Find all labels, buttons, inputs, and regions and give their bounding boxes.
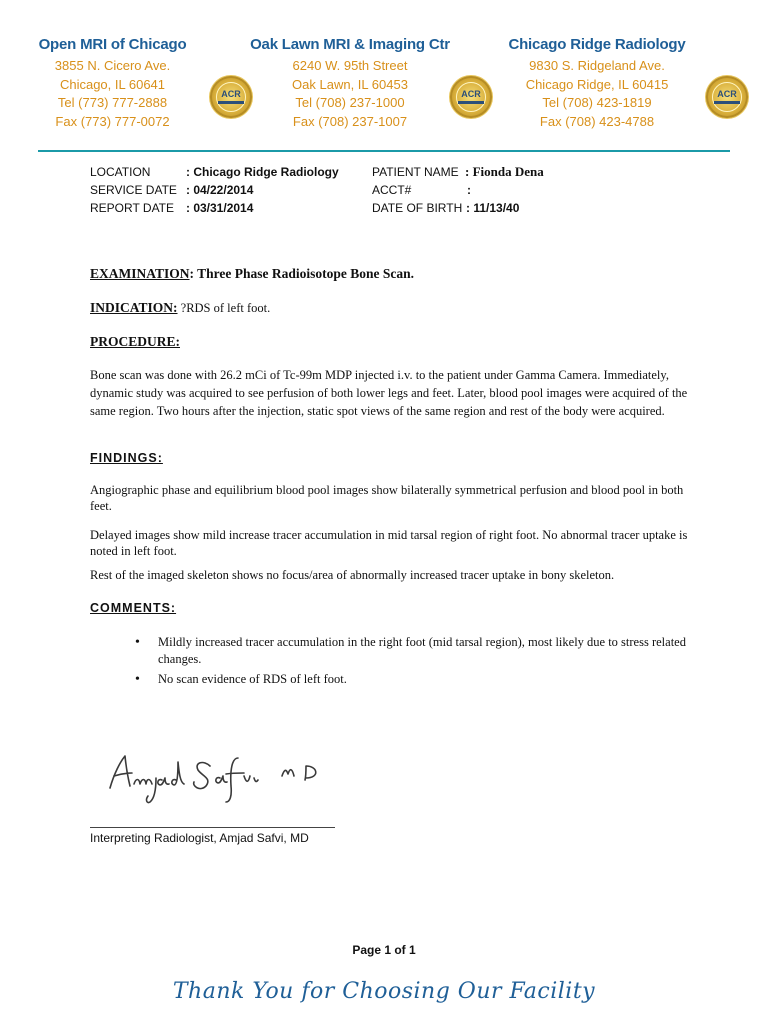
facility-name: Oak Lawn MRI & Imaging Ctr	[250, 36, 450, 53]
findings-paragraph: Angiographic phase and equilibrium blood pool images show bilaterally symmetrical perfusion and blood pool in both feet.	[90, 483, 684, 513]
service-date-label: SERVICE DATE	[90, 183, 177, 197]
letterhead	[0, 36, 768, 146]
procedure-heading: PROCEDURE:	[90, 334, 180, 349]
signature-line	[90, 827, 335, 828]
comments-heading: COMMENTS:	[90, 601, 177, 615]
examination-label: EXAMINATION	[90, 266, 190, 281]
seal-text: ACR	[461, 89, 481, 99]
findings-heading: FINDINGS:	[90, 451, 163, 465]
list-item: • Mildly increased tracer accumulation in the right foot (mid tarsal region), most likely due to stress related changes.	[158, 634, 690, 668]
indication	[90, 300, 270, 316]
report-date-value: : 03/31/2014	[186, 201, 254, 215]
location-value: : Chicago Ridge Radiology	[186, 165, 339, 179]
acct-label: ACCT#	[372, 183, 412, 197]
facility-tel: Tel (708) 423-1819	[542, 95, 652, 110]
letterhead-divider	[38, 150, 730, 152]
patient-name-label: PATIENT NAME	[372, 165, 459, 179]
handwritten-signature	[92, 740, 382, 820]
facility-fax: Fax (708) 423-4788	[539, 113, 655, 129]
facility-fax: Fax (773) 777-0072	[55, 113, 170, 129]
examination	[90, 266, 414, 282]
report-date-label: REPORT DATE	[90, 201, 175, 215]
dob-value: : 11/13/40	[466, 201, 520, 215]
facility-street: 9830 S. Ridgeland Ave.	[529, 58, 665, 73]
facility-city: Chicago, IL 60641	[59, 76, 166, 92]
seal-text: ACR	[221, 89, 241, 99]
acr-seal-icon	[450, 76, 492, 118]
footer-thanks: Thank You for Choosing Our Facility	[172, 979, 596, 1004]
procedure-text: Bone scan was done with 26.2 mCi of Tc-99m MDP injected i.v. to the patient under Gamma Camera. Immediately, dynamic study was acquired to see perfusion of both lower legs and feet. Later, blood pool images were acquired of the same region. Two hours after the injection, static spot views of the same region and rest of the body were acquired.	[90, 368, 688, 418]
comments-list	[90, 634, 690, 691]
page-number: Page 1 of 1	[352, 943, 416, 957]
facility-tel: Tel (708) 237-1000	[295, 95, 405, 110]
findings-paragraph: Delayed images show mild increase tracer accumulation in mid tarsal region of right foot. No abnormal tracer uptake is noted in left foot.	[90, 528, 688, 558]
acr-seal-icon	[706, 76, 748, 118]
indication-label: INDICATION:	[90, 300, 178, 315]
indication-value: ?RDS of left foot.	[177, 301, 271, 315]
acct-value: :	[467, 183, 471, 197]
facility-name: Open MRI of Chicago	[38, 36, 187, 53]
findings-paragraph: Rest of the imaged skeleton shows no focus/area of abnormally increased tracer uptake in bony skeleton.	[90, 568, 615, 582]
service-date-value: : 04/22/2014	[186, 183, 254, 197]
facility-street: 6240 W. 95th Street	[292, 58, 408, 73]
patient-name-value: : Fionda Dena	[465, 164, 544, 179]
seal-text: ACR	[717, 89, 737, 99]
examination-value: : Three Phase Radioisotope Bone Scan.	[189, 266, 415, 281]
dob-label: DATE OF BIRTH	[372, 201, 463, 215]
facility-tel: Tel (773) 777-2888	[57, 95, 168, 110]
facility-street: 3855 N. Cicero Ave.	[54, 58, 171, 73]
facility-city: Chicago Ridge, IL 60415	[525, 76, 669, 92]
facility-open-mri-chicago	[20, 36, 205, 131]
location-label: LOCATION	[90, 165, 151, 179]
facility-city: Oak Lawn, IL 60453	[292, 76, 408, 92]
facility-name: Chicago Ridge Radiology	[508, 36, 686, 53]
facility-oak-lawn	[240, 36, 460, 131]
list-item: • No scan evidence of RDS of left foot.	[158, 671, 690, 688]
facility-fax: Fax (708) 237-1007	[292, 113, 408, 129]
signature-caption: Interpreting Radiologist, Amjad Safvi, MD	[90, 831, 309, 845]
facility-chicago-ridge	[497, 36, 697, 131]
